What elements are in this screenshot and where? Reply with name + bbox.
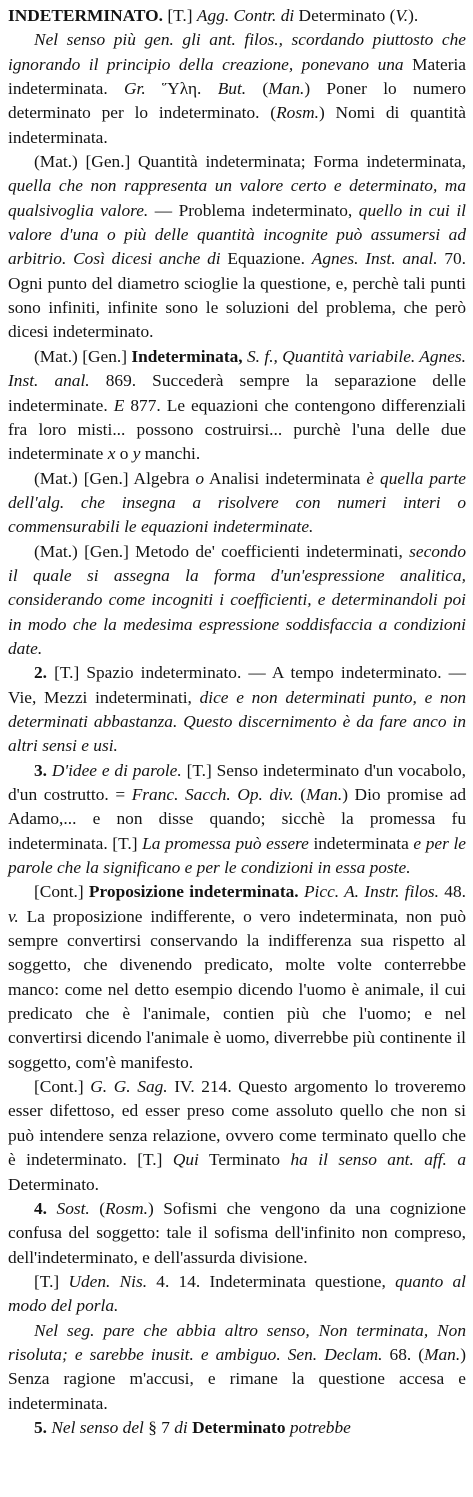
text-segment: (	[89, 1198, 106, 1218]
text-segment: Franc. Sacch. Op. div.	[131, 785, 294, 804]
text-segment: D'idee e di parole.	[51, 760, 182, 780]
text-segment: Nel senso più gen. gli ant. filos., scordando piuttosto che ignorando il principio della creazione, ponevano una	[8, 30, 466, 74]
text-segment: potrebbe	[289, 1417, 351, 1437]
text-segment: ha il senso ant. aff. a	[290, 1150, 466, 1170]
text-segment: (	[293, 785, 307, 804]
text-segment: (Mat.) [Gen.]	[34, 346, 132, 366]
text-segment: S. f., Quantità variabile. Agnes. Inst. anal.	[8, 346, 466, 391]
text-segment: 2.	[34, 663, 48, 683]
text-segment: o	[195, 468, 205, 488]
text-segment: But.	[217, 79, 247, 99]
text-segment: v.	[8, 906, 19, 926]
paragraph-math-indeterminate-noun	[8, 345, 466, 467]
paragraph-galileo	[8, 1075, 466, 1197]
text-segment: La promessa può essere	[142, 833, 309, 853]
paragraph-sense-3	[8, 759, 466, 881]
text-segment: Man.	[268, 79, 305, 99]
text-segment: è quella parte dell'alg. che insegna a risolvere con numeri interi o commensurabili le equazioni indeterminate.	[8, 468, 466, 537]
text-segment: [T.] Senso indeterminato d'un vocabolo, d'un costrutto. =	[8, 760, 466, 804]
text-segment: 877. Le equazioni che contengono differenziali fra loro misti... possono costruirsi... purchè l'una delle due indeterminate	[8, 395, 466, 464]
text-segment: Rosm.	[276, 103, 319, 123]
text-segment: Determinato.	[8, 1174, 100, 1194]
text-segment: Man.	[424, 1344, 461, 1364]
text-segment: [Cont.]	[34, 1077, 91, 1097]
text-segment: Uden. Nis.	[68, 1271, 148, 1291]
text-segment: La proposizione indifferente, o vero indeterminata, non può sempre convertirsi conservando la indifferenza sua rispetto al soggetto, che divenendo predicato, molte volte conterrebbe manco: come nel detto esempio dicendo l'uomo è animale, il cui predicato che è l'animale, contien più che l'uomo; e nel convertirsi dicendo l'animale è uomo, diverrebbe più continente il soggetto, com'è manifesto.	[8, 906, 466, 1072]
text-segment: ).	[408, 6, 419, 25]
text-segment: ) Dio promise ad Adamo,... e non disse quando; sicchè la promessa fu indeterminata. [T.]	[8, 785, 466, 853]
text-segment: Nel seg. pare che abbia altro senso, Non terminata, Non risoluta; e sarebbe inusit. e ambiguo. Sen. Declam.	[8, 1320, 466, 1364]
text-segment: (Mat.) [Gen.] Algebra	[34, 468, 196, 488]
paragraph-general-sense	[8, 28, 466, 150]
text-segment: x	[107, 444, 116, 464]
text-segment: INDETERMINATO.	[8, 6, 163, 25]
text-segment: Rosm.	[105, 1198, 148, 1218]
text-segment: di	[174, 1417, 188, 1437]
text-segment: § 7	[143, 1417, 175, 1437]
text-segment: e per le parole che la significano e per le condizioni in essa poste.	[8, 833, 466, 878]
entry-headword-line	[8, 4, 466, 28]
text-segment: ) Poner lo numero determinato per lo indeterminato. (	[8, 79, 466, 123]
text-segment: 3.	[34, 760, 48, 780]
text-segment: Terminato	[198, 1150, 291, 1170]
paragraph-math-coefficients	[8, 540, 466, 662]
text-segment: Analisi indeterminata	[204, 468, 367, 488]
text-segment: (Mat.) [Gen.] Metodo de' coefficienti indeterminati,	[34, 541, 410, 561]
text-segment: 4. 14. Indeterminata questione,	[147, 1271, 396, 1291]
text-segment: IV. 214. Questo argomento lo troveremo esser difettoso, ed esser preso come assoluto quello che non si può intendere senza relazione, ovvero come terminato quello che è indeterminato. [T.]	[8, 1077, 466, 1170]
text-segment: ) Nomi di quantità indeterminata.	[8, 103, 466, 147]
text-segment: manchi.	[140, 444, 201, 464]
text-segment: (	[246, 79, 269, 99]
text-segment: quello in cui il valore d'una o più delle quantità incognite può assumersi ad arbitrio. Così dicesi anche di	[8, 200, 466, 269]
text-segment: Nel senso del	[51, 1417, 144, 1437]
text-segment: ) Sofismi che vengono da una cognizione confusa del soggetto: tale il sofisma dell'infinito non compreso, dell'indeterminato, e dell'assurda divisione.	[8, 1198, 466, 1267]
text-segment: indeterminata	[308, 833, 414, 853]
text-segment: Determinato (	[294, 6, 396, 25]
paragraph-uden	[8, 1270, 466, 1319]
text-segment: Gr.	[124, 79, 146, 99]
text-segment: quella che non rappresenta un valore certo e determinato, ma qualsivoglia valore.	[8, 176, 466, 220]
text-segment: [Cont.]	[34, 882, 89, 902]
text-segment: secondo il quale si assegna la forma d'un'espressione analitica, considerando come incogniti i coefficienti, e determinandoli poi in modo che la medesima espressione soddisfaccia a condizioni date.	[8, 541, 466, 658]
paragraph-proposition	[8, 880, 466, 1075]
text-segment: Agg. Contr. di	[196, 6, 295, 25]
paragraph-sense-2	[8, 661, 466, 758]
text-segment: 869. Succederà sempre la separazione delle indeterminate.	[8, 371, 466, 415]
text-segment: Man.	[306, 785, 343, 804]
text-segment: Equazione.	[220, 249, 312, 269]
text-segment: 70. Ogni punto del diametro scioglie la questione, e, perchè tali punti sono infiniti, infinite sono le soluzioni del problema, che però dicesi indeterminato.	[8, 249, 466, 342]
text-segment: o	[115, 444, 133, 464]
text-segment: — Problema indeterminato,	[148, 200, 359, 220]
text-segment: quanto al modo del porla.	[8, 1271, 466, 1316]
text-segment: Qui	[172, 1150, 199, 1170]
text-segment: (Mat.) [Gen.] Quantità indeterminata; Forma indeterminata,	[34, 152, 466, 172]
text-segment: G. G. Sag.	[90, 1077, 168, 1097]
text-segment: 48.	[439, 882, 466, 902]
paragraph-sense-4	[8, 1197, 466, 1270]
text-segment: Determinato	[192, 1417, 286, 1437]
paragraph-sense-5	[8, 1416, 466, 1440]
text-segment: [T.] Spazio indeterminato. — A tempo indeterminato. — Vie, Mezzi indeterminati,	[8, 663, 466, 707]
text-segment: Proposizione indeterminata.	[88, 882, 299, 902]
text-segment: dice e non determinati punto, e non determinati abbastanza. Questo discernimento è da fare anco in altri sensi e usi.	[8, 687, 466, 756]
paragraph-math-quantity	[8, 150, 466, 345]
text-segment	[47, 1199, 57, 1218]
text-segment: Sost.	[56, 1198, 90, 1218]
text-segment: Materia indeterminata.	[8, 54, 466, 99]
paragraph-seneca	[8, 1319, 466, 1416]
text-segment: [T.]	[163, 6, 197, 25]
text-segment: Agnes. Inst. anal.	[311, 249, 438, 269]
text-segment: 68. (	[382, 1344, 425, 1364]
text-segment: V.	[395, 6, 409, 25]
text-segment: 4.	[34, 1198, 48, 1218]
text-segment: [T.]	[34, 1271, 69, 1291]
paragraph-math-algebra	[8, 467, 466, 540]
text-segment: y	[132, 444, 141, 464]
text-segment: Ὕλη.	[145, 79, 218, 99]
text-segment: E	[113, 395, 125, 415]
text-segment: Indeterminata,	[131, 346, 243, 366]
text-segment: ) Senza ragione m'accusi, e rimane la questione accesa e indeterminata.	[8, 1344, 466, 1413]
text-segment: 5.	[34, 1417, 48, 1437]
text-segment: Picc. A. Instr. filos.	[303, 882, 439, 902]
